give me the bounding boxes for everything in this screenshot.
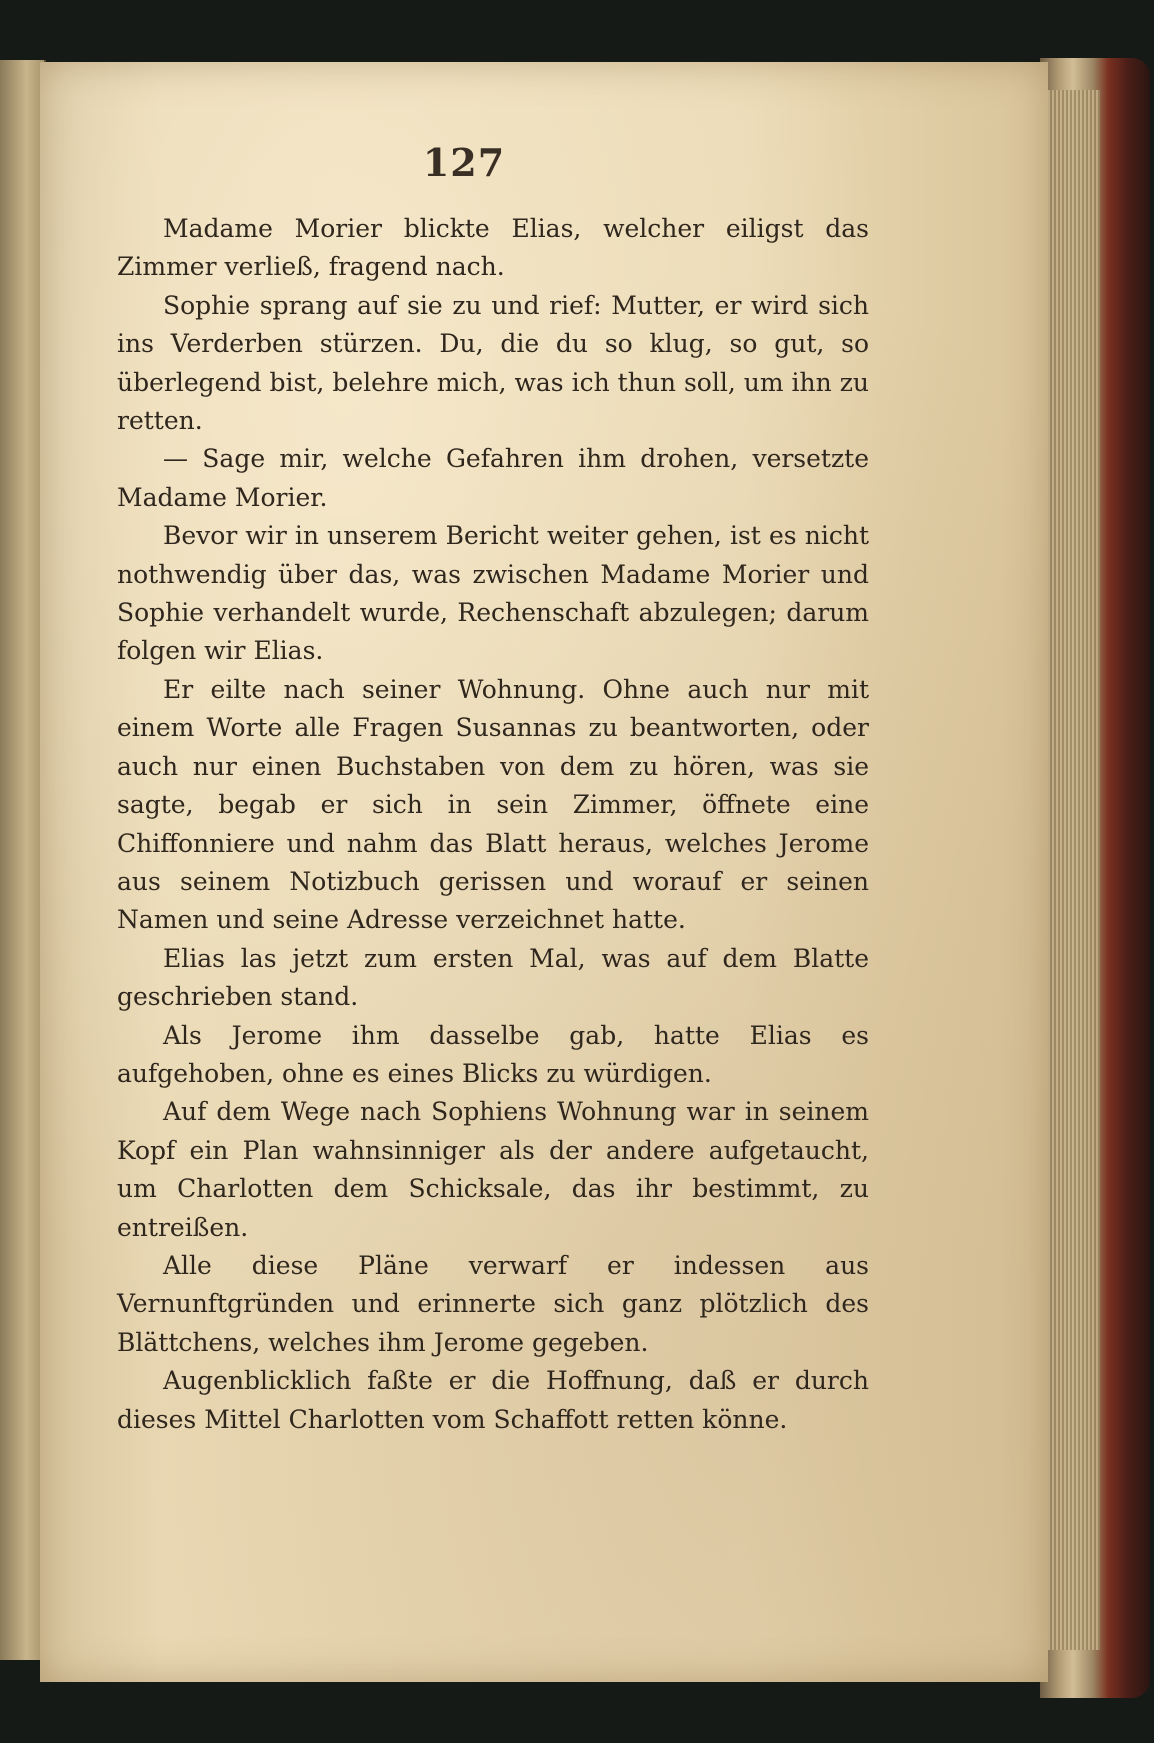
paragraph: Er eilte nach seiner Wohnung. Ohne auch nur mit einem Worte alle Fragen Susannas zu beantworten, oder auch nur einen Buchstaben von dem zu hören, was sie sagte, begab er sich in sein Zimmer, öffnete eine Chiffonniere und nahm das Blatt heraus, welches Jerome aus seinem Notizbuch gerissen und worauf er seinen Namen und seine Adresse verzeichnet hatte. [117, 674, 869, 935]
paragraph: Elias las jetzt zum ersten Mal, was auf dem Blatte geschrieben stand. [117, 943, 869, 1012]
paragraph: Sophie sprang auf sie zu und rief: Mutter, er wird sich ins Verderben stürzen. Du, die du so klug, so gut, so überlegend bist, belehre mich, was ich thun soll, um ihn zu retten. [117, 290, 869, 436]
page-stack-edge [1040, 90, 1100, 1650]
page-number: 127 [422, 140, 506, 185]
book-page [40, 62, 1048, 1682]
paragraph: Augenblicklich faßte er die Hoffnung, daß er durch dieses Mittel Charlotten vom Schaffott retten könne. [117, 1366, 869, 1434]
paragraph: Als Jerome ihm dasselbe gab, hatte Elias es aufgehoben, ohne es eines Blicks zu würdigen. [117, 1020, 869, 1088]
paragraph: Alle diese Pläne verwarf er indessen aus Vernunftgründen und erinnerte sich ganz plötzlich des Blättchens, welches ihm Jerome gegeben. [117, 1250, 869, 1357]
page-text [117, 210, 869, 1439]
paragraph: Madame Morier blickte Elias, welcher eiligst das Zimmer verließ, fragend nach. [117, 214, 869, 282]
paragraph: Bevor wir in unserem Bericht weiter gehen, ist es nicht nothwendig über das, was zwischen Madame Morier und Sophie verhandelt wurde, Rechenschaft abzulegen; darum folgen wir Elias. [117, 521, 869, 666]
paragraph: Auf dem Wege nach Sophiens Wohnung war in seinem Kopf ein Plan wahnsinniger als der andere aufgetaucht, um Charlotten dem Schicksale, das ihr bestimmt, zu entreißen. [117, 1097, 869, 1242]
paragraph: — Sage mir, welche Gefahren ihm drohen, versetzte Madame Morier. [117, 444, 869, 512]
